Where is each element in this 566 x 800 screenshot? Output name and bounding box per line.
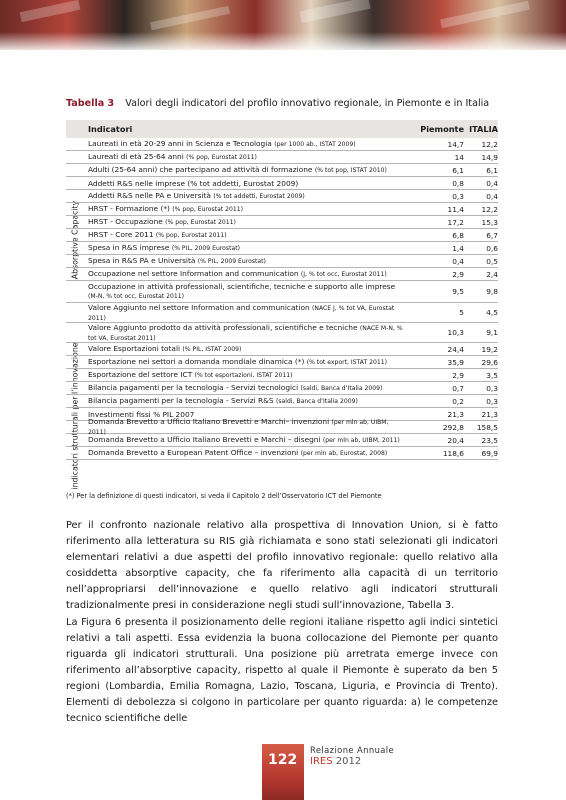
indicator-source: (per mln ab, UIBM, 2011): [322, 437, 400, 444]
table-row: [66, 303, 498, 323]
indicator-label: Valore Aggiunto nel settore Information and communication (NACE J, % tot VA, Eurostat 2011): [88, 302, 395, 322]
table-row: [66, 229, 498, 242]
table-row: [66, 281, 498, 303]
value-piemonte: 0,3: [452, 191, 464, 201]
indicator-source: (% pop, Eurostat 2011): [186, 154, 257, 161]
value-piemonte: 14,7: [447, 139, 464, 149]
value-italia: 23,5: [481, 435, 498, 445]
value-italia: 69,9: [481, 448, 498, 458]
indicator-label: Bilancia pagamenti per la tecnologia - Servizi R&S (saldi, Banca d’Italia 2009): [88, 396, 358, 405]
indicator-label: Addetti R&S nelle PA e Università (% tot addetti, Eurostat 2009): [88, 191, 305, 200]
indicator-label: Addetti R&S nelle imprese (% tot addetti, Eurostat 2009): [88, 178, 299, 188]
indicator-source: (% tot export, ISTAT 2011): [306, 359, 388, 366]
indicator-label: Occupazione in attività professionali, scientifiche, tecniche e supporto alle imprese (M-N, % tot occ, Eurostat 2011): [88, 282, 396, 300]
value-italia: 0,4: [486, 191, 498, 201]
value-piemonte: 292,8: [442, 422, 464, 432]
value-italia: 0,6: [486, 243, 498, 253]
value-piemonte: 10,3: [447, 328, 464, 337]
indicator-source: (% tot addetti, Eurostat 2009): [213, 193, 305, 200]
value-italia: 2,4: [486, 269, 498, 279]
indicator-label: Valore Aggiunto prodotto da attività professionali, scientifiche e tecniche (NACE M-N, % tot VA, Eurostat 2011): [88, 322, 403, 342]
value-piemonte: 20,4: [447, 435, 464, 445]
table-row: [66, 382, 498, 395]
indicator-label: Laureati in età 20-29 anni in Scienza e Tecnologia (per 1000 ab., ISTAT 2009): [88, 139, 356, 148]
table-row: [66, 190, 498, 203]
value-piemonte: 0,7: [452, 383, 464, 393]
header-italia: ITALIA: [469, 124, 498, 134]
value-piemonte: 118,6: [442, 448, 464, 458]
indicator-label: Domanda Brevetto a European Patent Office – invenzioni (per mln ab, Eurostat, 2008): [88, 448, 388, 457]
table-row: [66, 323, 498, 343]
page-number: 122: [268, 752, 298, 768]
indicator-source: (% tot pop, ISTAT 2010): [314, 167, 387, 174]
indicator-label: HRST - Formazione (*) (% pop, Eurostat 2011): [88, 204, 244, 213]
indicator-label: Investimenti fissi % PIL 2007: [88, 409, 195, 419]
indicator-source: (saldi, Banca d’Italia 2009): [300, 385, 383, 392]
table-row: [66, 138, 498, 151]
value-italia: 0,4: [486, 178, 498, 188]
indicator-label: Esportazione nei settori a domanda mondiale dinamica (*) (% tot export, ISTAT 2011): [88, 357, 388, 366]
value-italia: 15,3: [481, 217, 498, 227]
value-italia: 6,7: [486, 230, 498, 240]
table-row: [66, 434, 498, 447]
footer-brand-name: IRES: [310, 756, 333, 767]
indicator-source: (% PIL, 2009 Eurostat): [171, 245, 240, 252]
paragraph: Per il confronto nazionale relativo alla prospettiva di Innovation Union, si è fatto riferimento alla letteratura su RIS già richiamata e sono stati selezionati gli indicatori elementari relativi a due aspetti del profilo innovativo regionale: quello relativo alla cosiddetta absorptive capacity, che fa riferimento alla capacità di un territorio nell’appropriarsi dell’innovazione e quello relativo agli indicatori strutturali tradizionalmente presi in considerazione negli studi sull’innovazione, Tabella 3.: [66, 520, 498, 612]
footer-brand: [310, 756, 361, 767]
table-row: [66, 268, 498, 281]
indicator-source: (% PIL, 2009 Eurostat): [197, 258, 266, 265]
indicator-label: Occupazione nel settore Information and communication (J, % tot occ, Eurostat 2011): [88, 269, 387, 278]
indicator-source: (per mln ab, Eurostat, 2008): [300, 450, 388, 457]
value-piemonte: 11,4: [447, 204, 464, 214]
value-piemonte: 5: [459, 308, 464, 317]
table-footnote: (*) Per la definizione di questi indicatori, si veda il Capitolo 2 dell’Osservatorio ICT del Piemonte: [66, 492, 382, 500]
table-title: Valori degli indicatori del profilo innovativo regionale, in Piemonte e in Italia: [125, 98, 490, 109]
indicator-label: HRST - Occupazione (% pop, Eurostat 2011): [88, 217, 236, 226]
value-italia: 6,1: [486, 165, 498, 175]
indicators-table: [66, 120, 498, 490]
value-piemonte: 0,2: [452, 396, 464, 406]
value-piemonte: 9,5: [452, 287, 464, 296]
table-row: [66, 164, 498, 177]
value-piemonte: 24,4: [447, 344, 464, 354]
paragraph: La Figura 6 presenta il posizionamento delle regioni italiane rispetto agli indici sintetici relativi a tali aspetti. Essa evidenzia la buona collocazione del Piemonte per quanto riguarda gli indicatori strutturali. Una posizione più arretrata emerge invece con riferimento all’absorptive capacity, rispetto al quale il Piemonte è superato da ben 5 regioni (Lombardia, Emilia Romagna, Lazio, Toscana, Liguria, e Provincia di Trento). Elementi di debolezza si colgono in particolare per quanto riguarda: a) le competenze tecnico scientifiche delle: [66, 616, 498, 725]
indicator-label: Spesa in R&S imprese (% PIL, 2009 Eurostat): [88, 243, 240, 252]
indicator-source: (% pop, Eurostat 2011): [172, 206, 244, 213]
table-row: [66, 242, 498, 255]
value-italia: 14,9: [481, 152, 498, 162]
indicator-source: (M-N, % tot occ, Eurostat 2011): [88, 293, 185, 300]
value-piemonte: 0,8: [452, 178, 464, 188]
table-row: [66, 255, 498, 268]
table-header-row: [66, 120, 498, 138]
value-piemonte: 17,2: [447, 217, 464, 227]
value-italia: 9,1: [486, 328, 498, 337]
indicator-label: Domanda Brevetto a Ufficio Italiano Brevetti e Marchi – disegni (per mln ab, UIBM, 2011): [88, 435, 400, 444]
table-row: [66, 369, 498, 382]
value-italia: 12,2: [481, 139, 498, 149]
table-row: [66, 216, 498, 229]
value-piemonte: 1,4: [452, 243, 464, 253]
table-caption: [66, 98, 489, 109]
value-piemonte: 6,1: [452, 165, 464, 175]
indicator-source: (% tot esportazioni, ISTAT 2011): [194, 372, 293, 379]
table-row: [66, 356, 498, 369]
value-italia: 0,5: [486, 256, 498, 266]
indicator-label: HRST - Core 2011 (% pop, Eurostat 2011): [88, 230, 227, 239]
indicator-source: (% pop, Eurostat 2011): [165, 219, 236, 226]
value-piemonte: 35,9: [447, 357, 464, 367]
table-row: [66, 343, 498, 356]
indicator-source: (J, % tot occ, Eurostat 2011): [300, 271, 387, 278]
indicator-label: Adulti (25-64 anni) che partecipano ad attività di formazione (% tot pop, ISTAT 2010): [88, 165, 387, 174]
table-row: [66, 395, 498, 408]
value-piemonte: 21,3: [447, 409, 464, 419]
indicator-source: (per mln ab, UIBM, 2011): [88, 419, 389, 436]
table-row: [66, 447, 498, 460]
value-piemonte: 0,4: [452, 256, 464, 266]
value-italia: 19,2: [481, 344, 498, 354]
header-indicatori: Indicatori: [88, 124, 133, 134]
indicator-source: (NACE M-N, % tot VA, Eurostat 2011): [88, 324, 403, 342]
value-italia: 0,3: [486, 396, 498, 406]
value-piemonte: 2,9: [452, 370, 464, 380]
group-label-absorptive: Absorptive Capacity: [70, 200, 80, 280]
table-row: [66, 151, 498, 164]
header-banner-image: [0, 0, 566, 50]
value-italia: 21,3: [481, 409, 498, 419]
header-piemonte: Piemonte: [420, 124, 464, 134]
value-italia: 3,5: [486, 370, 498, 380]
footer-title: Relazione Annuale: [310, 745, 395, 755]
indicator-label: Domanda Brevetto a Ufficio Italiano Brevetti e Marchi– invenzioni (per mln ab, UIBM, 2011): [88, 417, 389, 436]
value-piemonte: 6,8: [452, 230, 464, 240]
table-row: [66, 417, 498, 436]
value-italia: 29,6: [481, 357, 498, 367]
value-piemonte: 14: [454, 152, 464, 162]
value-piemonte: 2,9: [452, 269, 464, 279]
body-text: [66, 518, 498, 727]
indicator-source: (% PIL, ISTAT 2009): [182, 346, 242, 353]
group-label-structural: indicatori strutturali per l’innovazione: [70, 342, 80, 490]
indicator-label: Valore Esportazioni totali (% PIL, ISTAT 2009): [88, 344, 242, 353]
indicator-label: Bilancia pagamenti per la tecnologia - Servizi tecnologici (saldi, Banca d’Italia 2009): [88, 383, 383, 392]
table-number: Tabella 3: [66, 98, 115, 109]
indicator-source: (NACE J, % tot VA, Eurostat 2011): [88, 304, 395, 322]
indicator-source: (saldi, Banca d’Italia 2009): [275, 398, 358, 405]
indicator-source: (per 1000 ab., ISTAT 2009): [274, 141, 356, 148]
indicator-source: (% pop, Eurostat 2011): [155, 232, 227, 239]
value-italia: 158,5: [476, 422, 498, 432]
indicator-label: Laureati di età 25-64 anni (% pop, Eurostat 2011): [88, 152, 257, 161]
value-italia: 12,2: [481, 204, 498, 214]
value-italia: 0,3: [486, 383, 498, 393]
value-italia: 9,8: [486, 287, 498, 296]
value-italia: 4,5: [486, 308, 498, 317]
table-row: [66, 203, 498, 216]
indicator-label: Esportazione del settore ICT (% tot esportazioni, ISTAT 2011): [88, 370, 293, 379]
footer-year: 2012: [335, 756, 362, 767]
table-row: [66, 177, 498, 190]
indicator-label: Spesa in R&S PA e Università (% PIL, 2009 Eurostat): [88, 256, 266, 265]
